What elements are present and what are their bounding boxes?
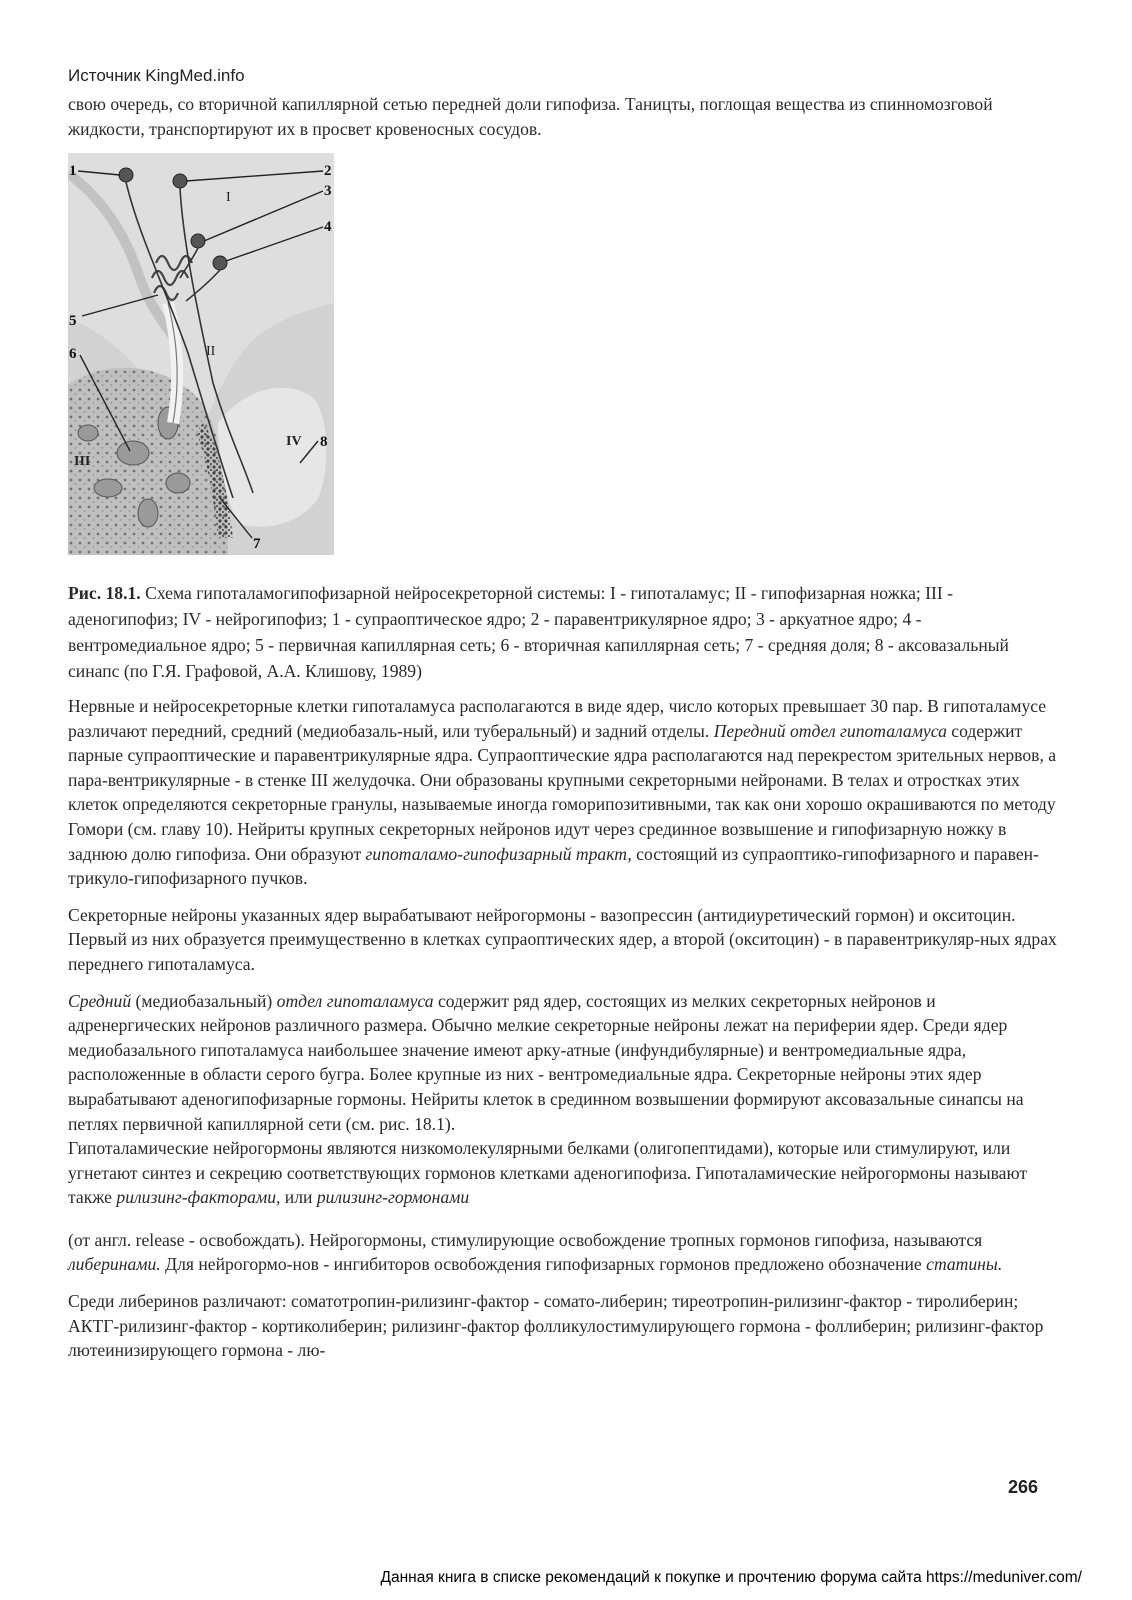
p3-italic-c: отдел гипоталамуса	[276, 990, 434, 1011]
region-label-ii: II	[206, 344, 216, 359]
caption-text: Схема гипоталамогипофизарной нейросекреторной системы: I - гипоталамус; II - гипофизарная ножка; III - аденогипофиз; IV - нейрогипофиз; 1 - супраоптическое ядро; 2 - паравентрикулярное ядро; 3 - аркуатное ядро; 4 - вентромедиальное ядро; 5 - первичная капиллярная сеть; 6 - вторичная капиллярная сеть; 7 - средняя доля; 8 - аксовазальный синапс (по Г.Я. Графовой, А.А. Клишову, 1989)	[68, 583, 1009, 681]
p4-italic-b: рилизинг-факторами,	[116, 1187, 281, 1208]
label-7: 7	[253, 536, 261, 552]
page-number: 266	[1008, 1477, 1039, 1497]
region-label-i: I	[226, 190, 231, 205]
region-label-iv: IV	[286, 434, 302, 449]
paragraph-6: Среди либеринов различают: соматотропин-рилизинг-фактор - сомато-либерин; тиреотропин-рилизинг-фактор - тиролиберин; АКТГ-рилизинг-фактор - кортиколиберин; рилизинг-фактор фолликулостимулирующего гормона - фоллиберин; рилизинг-фактор лютеинизирующего гормона - лю-	[68, 1291, 1044, 1361]
label-3: 3	[324, 183, 332, 199]
paragraph-1	[68, 694, 1064, 891]
p4-italic-d: рилизинг-гормонами	[316, 1187, 470, 1208]
paragraph-5	[68, 1228, 1064, 1277]
p1-text-c: содержит парные супраоптические и паравентрикулярные ядра. Супраоптические ядра располагаются над перекрестом зрительных нервов, а пара-вентрикулярные - в стенке III желудочка. Они образованы крупными секреторными нейронами. В телах и отростках этих клеток определяются секреторные гранулы, называемые иногда гоморипозитивными, так как они хорошо окрашиваются по методу Гомори (см. главу 10). Нейриты крупных секреторных нейронов идут через срединное возвышение и гипофизарную ножку в заднюю долю гипофиза. Они образуют	[68, 720, 1057, 864]
p4-text-c: или	[280, 1187, 317, 1208]
figure-caption	[68, 580, 1064, 684]
p1-italic-b: Передний отдел гипоталамуса	[713, 720, 947, 741]
label-1: 1	[69, 163, 77, 179]
label-8: 8	[320, 434, 328, 450]
figure-illustration	[68, 153, 334, 555]
p5-italic-b: либеринами.	[68, 1254, 161, 1275]
p1-italic-d: гипоталамо-гипофизарный тракт,	[365, 843, 632, 864]
source-header: Источник KingMed.info	[68, 66, 245, 85]
label-4: 4	[324, 219, 332, 235]
p3-text-b: (медиобазальный)	[131, 990, 277, 1011]
caption-label: Рис. 18.1.	[68, 583, 141, 603]
intro-paragraph	[68, 92, 1064, 141]
body-text	[68, 694, 1064, 1363]
p3-italic-a: Средний	[68, 990, 132, 1011]
label-6: 6	[69, 346, 77, 362]
p1-text-a: Нервные и нейросекреторные клетки гипоталамуса располагаются в виде ядер, число которых превышает 30 пар. В гипоталамусе различают передний, средний (медиобазаль-ный, или туберальный) и задний отделы.	[68, 696, 1047, 741]
region-label-iii: III	[74, 454, 91, 469]
label-2: 2	[324, 163, 332, 179]
p5-italic-d: статины.	[926, 1254, 1003, 1275]
p4-text-a: Гипоталамические нейрогормоны являются низкомолекулярными белками (олигопептидами), которые или стимулируют, или угнетают синтез и секрецию соответствующих гормонов клетками аденогипофиза. Гипоталамические нейрогормоны называют также	[68, 1138, 1028, 1208]
intro-text: свою очередь, со вторичной капиллярной сетью передней доли гипофиза. Таницты, поглощая вещества из спинномозговой жидкости, транспортируют их в просвет кровеносных сосудов.	[68, 94, 993, 139]
figure-svg	[68, 153, 334, 555]
p5-text-a: (от англ. release - освобождать). Нейрогормоны, стимулирующие освобождение тропных гормонов гипофиза, называются	[68, 1229, 983, 1250]
paragraph-3	[68, 989, 1064, 1137]
p1-text-e: состоящий из супраоптико-гипофизарного и паравен-трикуло-гипофизарного пучков.	[68, 843, 1039, 889]
p3-text-d: содержит ряд ядер, состоящих из мелких секреторных нейронов и адренергических нейронов различного размера. Обычно мелкие секреторные нейроны лежат на периферии ядер. Среди ядер медиобазального гипоталамуса наибольшее значение имеют арку-атные (инфундибулярные) и вентромедиальные ядра, расположенные в области серого бугра. Более крупные из них - вентромедиальные ядра. Секреторные нейроны этих ядер вырабатывают аденогипофизарные гормоны. Нейриты клеток в срединном возвышении формируют аксовазальные синапсы на петлях первичной капиллярной сети (см. рис. 18.1).	[68, 990, 1024, 1134]
paragraph-4	[68, 1136, 1064, 1210]
footer-note: Данная книга в списке рекомендаций к покупке и прочтению форума сайта https://meduniver.com/	[380, 1569, 1082, 1586]
neurohypophysis-region	[218, 388, 326, 527]
p5-text-c: Для нейрогормо-нов - ингибиторов освобождения гипофизарных гормонов предложено обозначение	[160, 1254, 927, 1275]
label-5: 5	[69, 313, 77, 329]
paragraph-2: Секреторные нейроны указанных ядер вырабатывают нейрогормоны - вазопрессин (антидиуретический гормон) и окситоцин. Первый из них образуется преимущественно в клетках супраоптических ядер, а второй (окситоцин) - в паравентрикуляр-ных ядрах переднего гипоталамуса.	[68, 904, 1057, 974]
